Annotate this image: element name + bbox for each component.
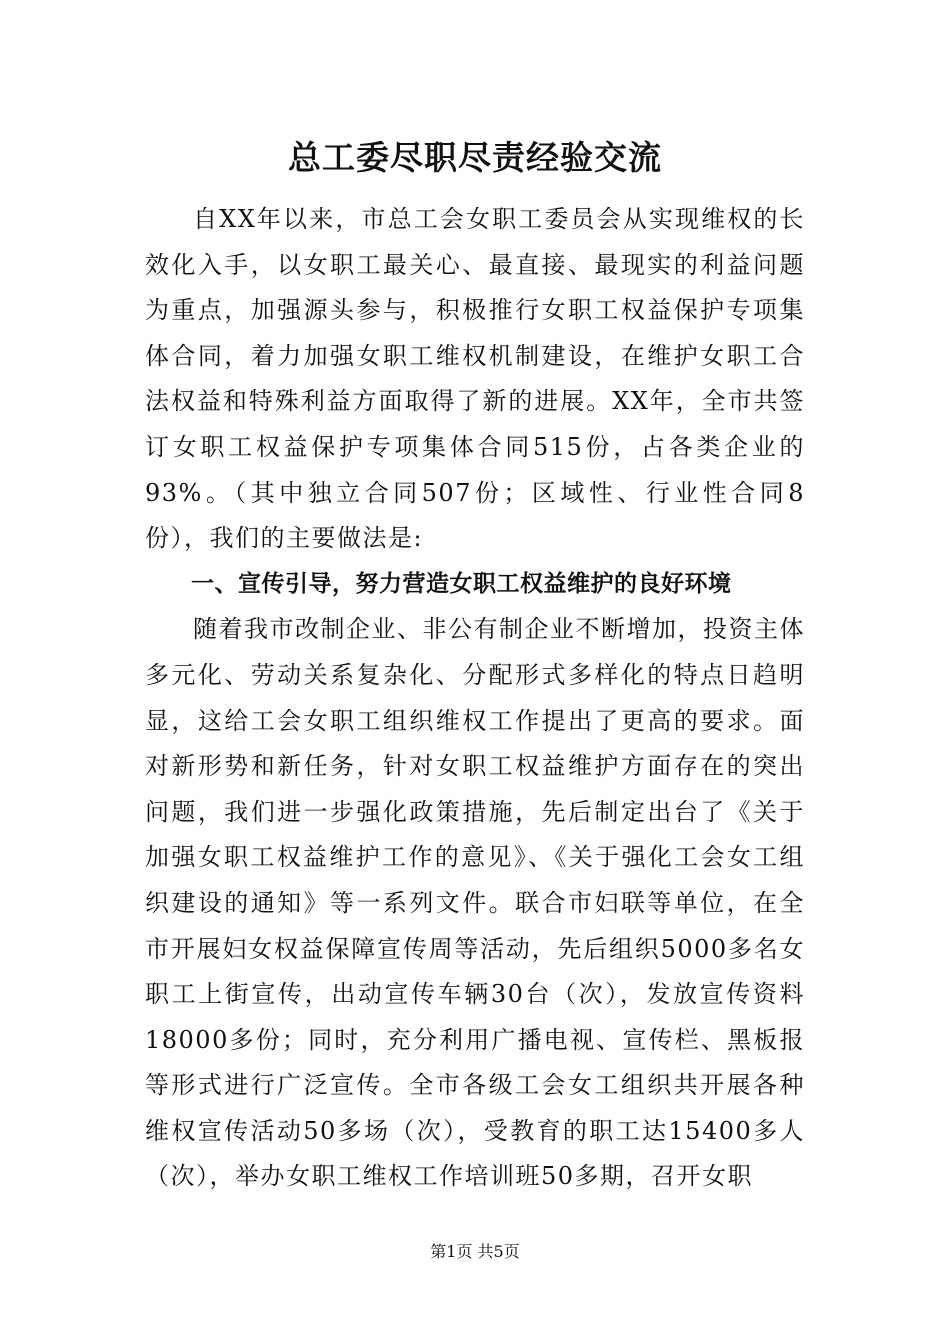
page-number: 第1页 共5页: [430, 1242, 520, 1261]
intro-paragraph: 自XX年以来，市总工会女职工委员会从实现维权的长效化入手，以女职工最关心、最直接、最现实的利益问题为重点，加强源头参与，积极推行女职工权益保护专项集体合同，着力加强女职工维权机制建设，在维护女职工合法权益和特殊利益方面取得了新的进展。XX年，全市共签订女职工权益保护专项集体合同515份，占各类企业的93%。（其中独立合同507份；区域性、行业性合同8份），我们的主要做法是:: [145, 205, 805, 553]
section-heading: 一、宣传引导，努力营造女职工权益维护的良好环境: [191, 570, 732, 597]
document-title: 总工委尽职尽责经验交流: [288, 138, 662, 177]
document-body: [145, 197, 805, 1200]
body-paragraph: 随着我市改制企业、非公有制企业不断增加，投资主体多元化、劳动关系复杂化、分配形式多样化的特点日趋明显，这给工会女职工组织维权工作提出了更高的要求。面对新形势和新任务，针对女职工权益维护方面存在的突出问题，我们进一步强化政策措施，先后制定出台了《关于加强女职工权益维护工作的意见》、《关于强化工会女工组织建设的通知》等一系列文件。联合市妇联等单位，在全市开展妇女权益保障宣传周等活动，先后组织5000多名女职工上街宣传，出动宣传车辆30台（次），发放宣传资料18000多份；同时，充分利用广播电视、宣传栏、黑板报等形式进行广泛宣传。全市各级工会女工组织共开展各种维权宣传活动50多场（次），受教育的职工达15400多人（次），举办女职工维权工作培训班50多期，召开女职: [145, 615, 805, 1191]
